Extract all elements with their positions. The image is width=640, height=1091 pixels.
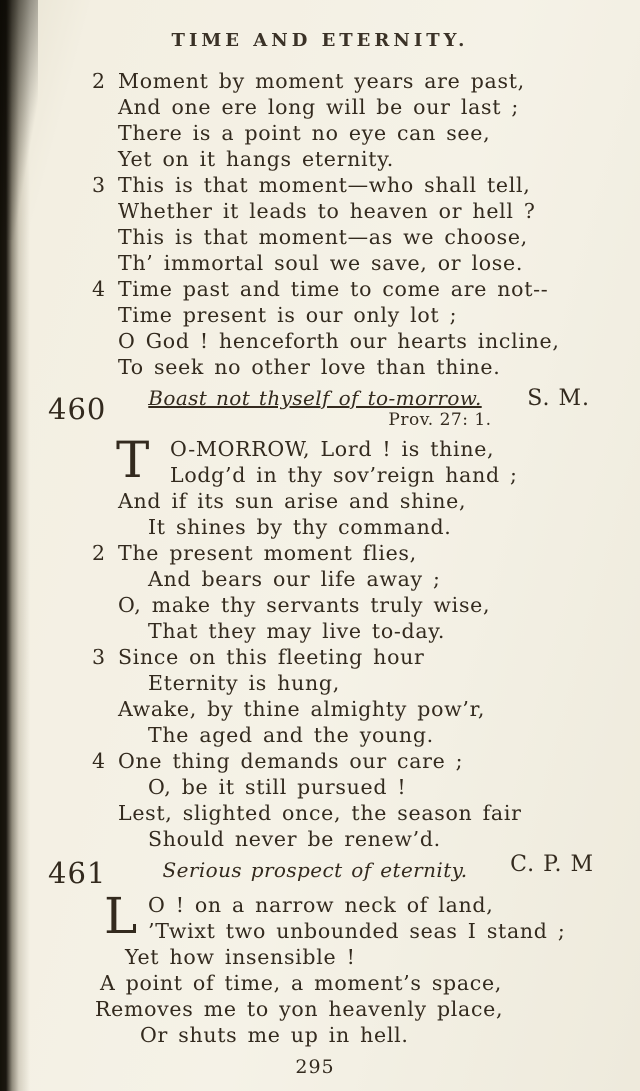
page-content: [0, 68, 630, 1078]
verse-line: To seek no other love than thine.: [118, 355, 501, 379]
stanza-line: [0, 748, 630, 774]
verse-number: 3: [92, 645, 106, 669]
stanza-line: O ! on a narrow neck of land,: [148, 893, 494, 917]
hymn-number: 460: [48, 392, 107, 426]
stanza-line: Removes me to yon heavenly place,: [95, 997, 504, 1021]
verse-line: Yet on it hangs eternity.: [118, 147, 394, 171]
hymn-stanza: [0, 748, 630, 852]
verse-number: 4: [92, 277, 106, 301]
stanza-line: And if its sun arise and shine,: [118, 489, 467, 513]
stanza-line: Awake, by thine almighty pow’r,: [118, 697, 486, 721]
hymn-stanza: [0, 431, 630, 540]
hymn-meter: S. M.: [527, 386, 590, 411]
verse-line: Whether it leads to heaven or hell ?: [118, 199, 536, 223]
verse-line: [0, 172, 630, 198]
verse-line-text: This is that moment—who shall tell,: [118, 173, 531, 197]
stanza-line: And bears our life away ;: [148, 567, 441, 591]
verse-number: 2: [92, 69, 106, 93]
hymn-number: 461: [48, 856, 107, 890]
hymn-stanza: [0, 887, 630, 1048]
stanza-line: A point of time, a moment’s space,: [100, 971, 503, 995]
stanza-line: The aged and the young.: [148, 723, 434, 747]
stanza-line-text: One thing demands our care ;: [118, 749, 464, 773]
stanza-line: O, be it still pursued !: [148, 775, 407, 799]
hymn-stanza: [0, 540, 630, 644]
verse-line: Time present is our only lot ;: [118, 303, 458, 327]
verse-line: And one ere long will be our last ;: [118, 95, 519, 119]
stanza-line: Lest, slighted once, the season fair: [118, 801, 522, 825]
stanza-line-text: Since on this fleeting hour: [118, 645, 425, 669]
verse-number: 4: [92, 749, 106, 773]
stanza-line: O, make thy servants truly wise,: [118, 593, 491, 617]
stanza-line: ’Twixt two unbounded seas I stand ;: [148, 919, 566, 943]
verse-line: [0, 276, 630, 302]
stanza-line: Or shuts me up in hell.: [140, 1023, 409, 1047]
verse: [0, 276, 630, 380]
stanza-line: O-MORROW, Lord ! is thine,: [170, 437, 495, 461]
stanza-line: Yet how insensible !: [125, 945, 356, 969]
dropcap-initial: T: [116, 431, 150, 489]
stanza-line: [0, 644, 630, 670]
stanza-line: That they may live to-day.: [148, 619, 446, 643]
stanza-line: It shines by thy command.: [148, 515, 452, 539]
dropcap-initial: L: [104, 887, 138, 945]
hymn-heading: [0, 386, 630, 432]
running-header: TIME AND ETERNITY.: [171, 30, 469, 51]
verse-line: [0, 68, 630, 94]
verse: [0, 68, 630, 172]
verse-line-text: Moment by moment years are past,: [118, 69, 525, 93]
hymn-scripture-reference: Prov. 27: 1.: [388, 410, 492, 430]
stanza-line: [0, 540, 630, 566]
hymn-title-text: Boast not thyself of to-morrow.: [148, 386, 482, 410]
hymn-heading: [0, 852, 630, 890]
verse: [0, 172, 630, 276]
page-number: 295: [295, 1056, 335, 1078]
verse-line-text: Time past and time to come are not--: [118, 277, 549, 301]
verse-number: 3: [92, 173, 106, 197]
hymn-stanza: [0, 644, 630, 748]
stanza-line-text: The present moment flies,: [118, 541, 417, 565]
verse-number: 2: [92, 541, 106, 565]
stanza-line: Lodg’d in thy sov’reign hand ;: [170, 463, 518, 487]
hymn-meter: C. P. M: [510, 852, 594, 877]
hymn-title-text: Serious prospect of eternity.: [162, 858, 468, 882]
stanza-line: Should never be renew’d.: [148, 827, 441, 851]
verse-line: This is that moment—as we choose,: [118, 225, 528, 249]
verse-line: Th’ immortal soul we save, or lose.: [118, 251, 524, 275]
verse-line: O God ! henceforth our hearts incline,: [118, 329, 560, 353]
verse-line: There is a point no eye can see,: [118, 121, 491, 145]
stanza-line: Eternity is hung,: [148, 671, 340, 695]
